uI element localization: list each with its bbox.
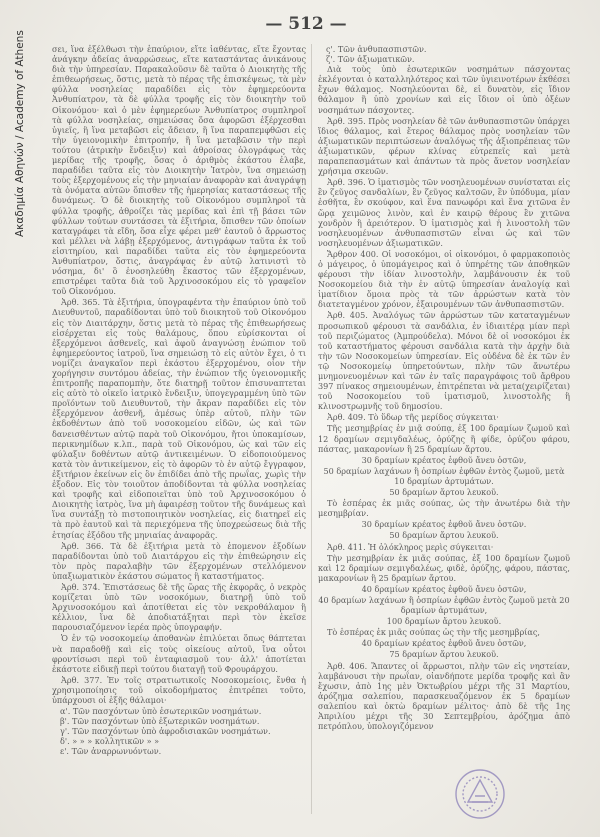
archive-watermark-label: Ακαδημία Αθηνών / Academy of Athens	[14, 30, 26, 237]
paragraph: Ἀρθ. 374. Ἐπιστάσεως δὲ τῆς ὥρας τῆς ἐκφορᾶς, ὁ νεκρὸς κομίζεται ὑπὸ τῶν νοσοκόμων, διατηρῇ ὑπὸ τοῦ Ἀρχινοσοκόμου καὶ ἀποτίθεται εἰς τὸν νεκροθάλαμον ἢ κέλλιον, ἵνα δὲ ἀποδιατάξηται περὶ τὸν ἐκεῖσε παρουσιαζόμενον ἱερέα πρὸς ὑπογραφήν.	[52, 581, 306, 633]
paragraph: Ἀρθ. 405. Ἀναλόγως τῶν ἀρρώστων τῶν καταταγμένων προσωπικοῦ φέρουσι τὰ σανδάλια, ἐν ἰδιαιτέρᾳ μίαν περὶ τοῦ περιζώματος (Ἀμπρούδελα). Μόνοι δὲ οἱ νοσοκόμοι ἐκ τοῦ καταστήματος φέρουσι σανδάλια κατὰ τὴν ἀρχὴν διὰ τὴν τῶν Νοσοκομείων ὑπηρεσίαν. Εἰς οὐδένα δὲ ἐκ τῶν ἐν τῷ Νοσοκομείῳ ὑπηρετούντων, πλὴν τῶν ἄνωτέρω μνημονευομένων καὶ τῶν ἐν ταῖς παραγράφοις τοῦ ἄρθρου 397 πίνακος σημειουμένων, ἐπιτρέπεται νὰ μετα(χειρίζεται) τοῦ Νοσοκομείου τοῦ ἱματισμοῦ, λινοστολῆς ἢ κλινοστρωμνῆς τοῦ δημοσίου.	[318, 310, 570, 412]
library-stamp-icon	[452, 766, 508, 822]
paragraph: Διὰ τοὺς ὑπὸ ἐσωτερικῶν νοσημάτων πάσχοντας ἐκλέγονται ὁ καταλληλότερος καὶ τῶν ὑγιεινοτέρων ἐκθέσει ἔχων θάλαμος. Νοσηλεύονται δὲ, εἰ δυνατὸν, εἰς ἴδιον θάλαμον ἢ ὑπὸ χρονίων καὶ εἰς ἴδιον οἱ ὑπὸ ὀξέων νοσημάτων πάσχοντες.	[318, 64, 570, 115]
list-item: ζ'. Τῶν ἀξιωματικῶν.	[326, 54, 415, 65]
paragraph: Ἀρθ. 377. Ἐν τοῖς στρατιωτικοῖς Νοσοκομείοις, ἔνθα ἡ χρησιμοποίησις τοῦ οἰκοδομήματος ἐπιτρέπει τοῦτο, ὑπάρχουσι οἱ ἑξῆς θάλαμοι·	[52, 674, 306, 705]
ration-line: 30 δραμίων κρέατος ἑφθοῦ ἄνευ ὀστῶν,	[361, 454, 527, 465]
right-column	[318, 44, 570, 814]
paragraph: Τὸ ἑσπέρας ἐκ μιᾶς σούπας ὡς τὴν τῆς μεσημβρίας,	[327, 627, 540, 638]
left-column	[52, 44, 306, 814]
ration-line: 30 δραμίων κρέατος ἑφθοῦ ἄνευ ὀστῶν.	[361, 519, 527, 530]
paragraph: Ἀρθ. 365. Τὰ ἐξιτήρια, ὑπογραφέντα τὴν ἐπαύριον ὑπὸ τοῦ Διευθυντοῦ, παραδίδονται ὑπὸ τοῦ διοικητοῦ τοῦ Οἰκονόμου εἰς τὸν Διαιτάρχην, ὅστις μετὰ τὸ πέρας τῆς ἐπιθεωρήσεως εἰσέρχεται εἰς τοὺς θαλάμους, ὅπου εὑρίσκονται οἱ ἐξερχόμενοι ἀσθενεῖς, καὶ ἀφοῦ ἀναγνώσῃ ἐνώπιον τοῦ ἐφημερεύοντος ἰατροῦ, ἵνα σημειώσῃ τὸ εἰς αὐτὸν ἔχει, ὁ τι νομίζει ἀναγκαῖον περὶ ἑκάστου ἐξερχομένου, οἷον τὴν χορήγησιν συντόμου ἀδείας, τὴν ἐνώπιον τῆς ὑγειονομικῆς ἐπιτροπῆς παραπομπὴν, ὅτε διατηρῇ τοῦτον ἐπισυναπτεται εἰς αὐτὸ τὸ οἰκεῖο ἰατρικὸ ἔνδειξιν, ὑπογεγραμμένη ὑπὸ τῶν προϊόντων τοῦ Διευθυντοῦ, τὴν ἄκραν παραδίδει εἰς τὸν ἐξερχόμενον ἀσθενῆ, ἀμέσως ὑπὲρ αὐτοῦ, πλὴν τῶν ἐκδοθέντων ἀπὸ τοῦ νοσοκομείου εἰδῶν, ὡς καὶ τῶν δανεισθέντων αὐτῷ παρὰ τοῦ Οἰκονόμου, ἤτοι ὑποκαμίσων, περικνημίδων κ.λπ., παρὰ τοῦ Οἰκονόμου, ὡς καὶ τῶν εἰς φύλαξιν δοθέντων αὐτῷ ἀντικειμένων. Ὁ εἰδοποιούμενος κατὰ τὸν ἀντικείμενον, εἰς τὸ ἀφορῶν τὸ ἐν αὐτῷ ἔγγραφον, ἐξιτήριον ἐκείνων εἰς ὃν ἐπιδίδει ἀπὸ τῆς πρωΐας, χωρὶς τὴν ἐξοδον. Εἰς τὸν τοιοῦτον ἀποδίδονται τὰ φύλλα νοσηλείας καὶ τροφῆς καὶ εἰδοποιεῖται ὑπὸ τοῦ Ἀρχινοσοκόμου ὁ Διοικητὴς ἰατρὸς, ἵνα μὴ ἀφαιρέσῃ τοῦτον τῆς δυνάμεως καὶ ἵνα συντάξῃ τὸ πιστοποιητικὸν νοσηλείας, εἰς διατηρεῖ εἰς τὰ πρὸ ἑαυτοῦ καὶ τὰ περιεχόμενα τῆς ὑποχρεώσεως διὰ τῆς ἐτησίας ἐξόδου τῆς μηνιαίας ἀναφορᾶς.	[52, 297, 306, 540]
column-divider	[311, 44, 312, 814]
ration-line: 50 δραμίων ἄρτου λευκοῦ.	[389, 530, 499, 541]
ration-line: 75 δραμίων ἄρτου λευκοῦ.	[389, 649, 499, 660]
list-item: α'. Τῶν πασχόντων ὑπὸ ἐσωτερικῶν νοσημάτων.	[60, 706, 262, 717]
list-item: β'. Τῶν πασχόντων ὑπὸ ἐξωτερικῶν νοσημάτων.	[60, 716, 260, 727]
list-item: ς'. Τῶν ἀνθυπασπιστῶν.	[326, 44, 427, 54]
paragraph: Ἀρθ. 409. Τὸ ὕδωρ τῆς μερίδος σύγκειται·	[327, 412, 499, 423]
page-number: — 512 —	[265, 14, 347, 34]
ration-line: 40 δραμίων κρέατος ἑφθοῦ ἄνευ ὀστῶν,	[361, 583, 527, 594]
list-item: ε'. Τῶν ἀναρρωνυόντων.	[60, 746, 162, 757]
paragraph: Ἀρθ. 396. Ὁ ἱματισμὸς τῶν νοσηλευομένων συνίσταται εἰς ἓν ζεῦγος σανδαλίων, ἓν ζεῦγος καλτσῶν, ἓν ὑπόδυμα, μίαν ἐσθῆτα, ἓν σκούφον, καὶ ἕνα πανωφόρι καὶ ἕνα χιτῶνα ἐν ὥρᾳ χειμῶνος λινὸν, καὶ ἐν καιρῷ θέρους ἓν χιτῶνα χονδρὸν ἢ ἀρειότερον. Ὁ ἱματισμὸς καὶ ἡ λινοστολὴ τῶν νοσηλευομένων ἀνθυπασπιστῶν εἶναι ὡς καὶ τῶν νοσηλευομένων ἀξιωματικῶν.	[318, 177, 570, 248]
paragraph: Τὴν μεσημβρίαν ἐκ μιᾶς σούπας, ἐξ 100 δραμίων ζωμοῦ καὶ 12 δραμίων σεμιγδαλέως, φιδὲ, ὀρύζης, φάρου, πάστας, μακαρονίων ἢ 25 δραμίων ἄρτου.	[318, 552, 570, 583]
paragraph: Ἀρθ. 411. Ἡ ὁλόκληρος μερὶς σύγκειται·	[327, 541, 494, 552]
paragraph: Ὁ ἐν τῷ νοσοκομείῳ ἀποθανὼν ἐπιλύεται ὅπως θάπτεται νὰ παραδοθῇ καὶ εἰς τοὺς οἰκείους αὐτοῦ, ἵνα οὗτοι φροντίσωσι περὶ τοῦ ἐνταφιασμοῦ του· ἀλλ' ἀποτίεται ἑκάστοτε εἰδικῇ περὶ τούτου διαταγῇ τοῦ Φρουράρχου.	[52, 633, 306, 674]
list-item: γ'. Τῶν πασχόντων ὑπὸ ἀφροδισιακῶν νοσημάτων.	[60, 726, 271, 737]
paragraph: Ἀρθ. 395. Πρὸς νοσηλείαν δὲ τῶν ἀνθυπασπιστῶν ὑπάρχει ἴδιος θάλαμος, καὶ ἕτερος θάλαμος πρὸς νοσηλείαν τῶν ἀξιωματικῶν περιπτώσεων ἀναλόγως τῆς ἀξιοπρέπειας τῶν ἀξιωματικῶν, φέρων κλίνας εὐτρεπεῖς καὶ μετὰ παραπεπασμάτων καὶ ἁπάντων τὰ πρὸς ἄνετον νοσηλείαν χρήσιμα σκευῶν.	[318, 115, 570, 177]
ration-line: 100 δραμίων ἄρτου λευκοῦ.	[386, 616, 502, 627]
ration-line: 50 δραμίων λαχάνων ἢ ὀσπρίων ἑφθῶν ἐντὸς ζωμοῦ, μετὰ 10 δραμίων ἀρτυμάτων.	[323, 465, 565, 486]
paragraph: Τὸ ἑσπέρας ἐκ μιᾶς σούπας, ὡς τὴν ἀνωτέρω διὰ τὴν μεσημβρίαν.	[318, 498, 570, 519]
paragraph: Ἀρθ. 366. Τὰ δὲ ἐξιτήρια μετὰ τὸ ἐπομενον ἐξοδίων παραδίδονται ὑπὸ τοῦ Διαιτάρχου εἰς τὴν ἐπιθεώρησιν εἰς τὸν πρὸς παραλαβὴν τῶν ἐξερχομένων στελλόμενον ὑπαξιωματικὸν ἐκάστου σώματος ἢ καταστήματος.	[52, 540, 306, 581]
ration-line: 40 δραμίων λαχάνων ἢ ὀσπρίων ἑφθῶν ἐντὸς ζωμοῦ μετὰ 20 δραμίων ἀρτυμάτων,	[318, 594, 570, 616]
ration-line: 40 δραμίων κρέατος ἑφθοῦ ἄνευ ὀστῶν,	[361, 638, 527, 649]
paragraph: Τῆς μεσημβρίας ἐν μιᾷ σούπᾳ, ἐξ 100 δραμίων ζωμοῦ καὶ 12 δραμίων σεμιγδαλέως, ὀρύζης ἢ φίδε, ὀρύζου φάρου, πάστας, μακαρονίων ἢ 25 δραμίων ἄρτου.	[318, 423, 570, 454]
paragraph: Ἀρθ. 406. Ἅπαντες οἱ ἄρρωστοι, πλὴν τῶν εἰς νηστείαν, λαμβάνουσι τὴν πρωΐαν, οἰανδήποτε μερίδα τροφῆς καὶ ἂν ἔχωσιν, ἀπὸ 1ης μὲν Ὀκτωβρίου μέχρι τῆς 31 Μαρτίου, ἀρόζημα σαλεπίου, παρασκευαζόμενον ἐκ 5 δραμίων σαλεπίου καὶ ὀκτὼ δραμίων μέλιτος· ἀπὸ δὲ τῆς 1ης Ἀπριλίου μέχρι τῆς 30 Σεπτεμβρίου, ἀρόζημα ἀπὸ πετρόπλου, ὑπολογιζόμενον	[318, 660, 570, 732]
ration-line: 50 δραμίων ἄρτου λευκοῦ.	[389, 487, 499, 498]
paragraph: Ἄρθρον 400. Οἱ νοσοκόμοι, οἱ οἰκονόμοι, ὁ φαρμακοποιὸς ὁ μάγειρος, ὁ ὑπομάγειρος καὶ ὁ ὑπηρέτης τῶν ἀποθηκῶν φέρουσι τὴν ἰδίαν λινοστολὴν, λαμβάνουσιν ἐκ τοῦ Νοσοκομείου διὰ τὴν ἐν αὐτῷ ὑπηρεσίαν ἀναλογίᾳ καὶ ἱματίδιον ὅμοια πρὸς τὰ τῶν ἀρρώστων κατὰ τὸν διατεταγμένον χρόνον, ἐξαιρουμένων τῶν ἀνθυπασπιστῶν.	[318, 248, 570, 310]
paragraph: σει, ἵνα ἐξέλθωσι τὴν ἐπαύριον, εἴτε ἰαθέντας, εἴτε ἔχοντας ἀνάγκην ἀδείας ἀναρρώσεως, εἴτε καταστάντας ἀνικάνους διὰ τὴν ὑπηρεσίαν. Παρακαλοῦσιν δὲ ταῦτα ὁ Διοικητὴς τῆς ἐπιθεωρήσεως, ὅστις, μετὰ τὸ πέρας τῆς ἐπισκέψεως, τὰ μὲν φύλλα νοσηλείας παραδίδει εἰς τὸν ἐφημερεύοντα Ἀνθυπίατρον, τὰ δὲ φύλλα τροφῆς εἰς τὸν διοικητὴν τοῦ Οἰκονόμου· καὶ ὁ μὲν ἐφημερεύων Ἀνθυπίατρος συμπληροῖ τὰ φύλλα νοσηλείας, σημειώσας ὅσα ἀφορῶσι ἐξέρχεσθαι ὑγιεῖς, ἢ ἵνα μεταβῶσι εἰς ἄδειαν, ἢ ἵνα παραπεμφθῶσι εἰς τὴν ὑγειονομικὴν ἐπιτροπήν, ἢ ἵνα μεταβῶσιν τὴν περὶ τούτου (ἀτρικὴν ἔνδειξιν) καὶ ἀθροίσας ὁλογράφως τὰς μερίδας τῆς τροφῆς, ὅσας ὁ ἀριθμὸς ἐκάστου ἐλαβε, παραδίδει ταῦτα εἰς τὸν Διοικητὴν Ἰατρὸν, ἵνα σημειώσῃ τοὺς ἐξερχομένους εἰς τὴν μηνιαίαν ἀναφορὰν καὶ ἀναγράψῃ τὰ ὀνόματα αὐτῶν ὅπισθεν τῆς ἡμερησίας καταστάσεως τῆς δυνάμεως. Ὁ δὲ διοικητὴς τοῦ Οἰκονόμου συμπληροῖ τὰ φύλλα τροφῆς, ἀθροίζει τὰς μερίδας καὶ ἐπὶ τῇ βάσει τῶν φύλλων τούτων συντάσσει τὰ ἐξιτήρια, ὅπισθεν τῶν ὁποίων καταγράφει τὰ εἴδη, ὅσα εἶχε φέρει μεθ' ἑαυτοῦ ὁ ἄρρωστος καὶ μέλλει νὰ λάβῃ ἐξερχόμενος, ἀντιγράφων ταῦτα ἐκ τοῦ εἰσιτηρίου, καὶ παραδίδει ταῦτα εἰς τὸν ἐφημερεύοντα Ἀνθυπίατρον, ὅστις, ἀναγράψας ἐν αὐτῷ λατινιστὶ τὸ νόσημα, δι' ὃ ἐνοσηλεύθη ἕκαστος τῶν ἐξερχομένων, επιστρέφει ταῦτα διὰ τοῦ Ἀρχινοσοκόμου εἰς τὸ γραφεῖον τοῦ Οἰκονόμου.	[52, 44, 306, 297]
list-item: δ'. » » » κολλητικῶν » »	[60, 736, 160, 747]
